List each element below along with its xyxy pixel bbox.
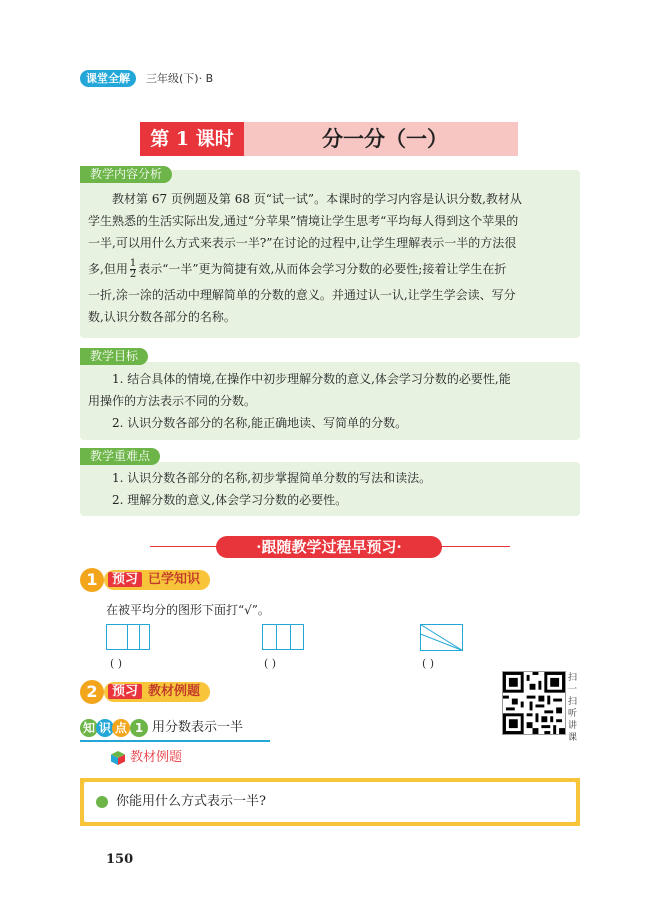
analysis-tag: 教学内容分析 — [80, 166, 172, 183]
section1-number: 1 — [80, 568, 104, 592]
kp-char-3: 点 — [112, 719, 130, 737]
analysis-line-4 — [88, 254, 576, 284]
section2-number: 2 — [80, 680, 104, 704]
brand-badge: 课堂全解 — [80, 70, 136, 87]
keypoints-text — [88, 467, 576, 511]
page-number: 150 — [106, 852, 134, 867]
lesson-number: 第 1 课时 — [140, 122, 244, 156]
bullet-dot-icon — [96, 796, 108, 808]
answer-blank-1[interactable]: ( ) — [110, 657, 123, 670]
analysis-text — [88, 188, 576, 328]
knowledge-point-underline — [80, 740, 270, 742]
fraction-numerator: 1 — [129, 258, 137, 269]
goals-text — [88, 368, 576, 434]
goals-tag: 教学目标 — [80, 348, 148, 365]
answer-blank-2[interactable]: ( ) — [264, 657, 277, 670]
analysis-line-5: 一折,涂一涂的活动中理解简单的分数的意义。并通过认一认,让学生学会读、写分 — [88, 288, 516, 302]
example-label: 教材例题 — [130, 750, 183, 765]
section1-instruction: 在被平均分的图形下面打“√”。 — [106, 603, 270, 617]
fraction-half — [130, 259, 136, 280]
analysis-line-1: 教材第 67 页例题及第 68 页“试一试”。本课时的学习内容是认识分数,教材从 — [112, 192, 522, 206]
question-text: 你能用什么方式表示一半? — [116, 794, 266, 809]
fraction-denominator: 2 — [129, 269, 137, 280]
grade-label: 三年级(下)· B — [146, 72, 214, 85]
figure-rect-thirds-even — [262, 624, 304, 650]
question-box — [80, 778, 580, 826]
analysis-line-3: 一半,可以用什么方式来表示一半?”在讨论的过程中,让学生理解表示一半的方法很 — [88, 236, 517, 250]
analysis-line-4-before: 多,但用 — [88, 262, 128, 276]
section2-prefix: 预习 — [108, 684, 142, 699]
question-inner — [84, 782, 576, 822]
cube-icon — [110, 750, 126, 766]
section1-title: 已学知识 — [148, 572, 201, 587]
keypoints-line-1: 1. 认识分数各部分的名称,初步掌握简单分数的写法和读法。 — [112, 471, 432, 485]
kp-char-2: 识 — [96, 719, 114, 737]
lesson-title: 分一分（一） — [322, 126, 448, 151]
goals-line-1: 1. 结合具体的情境,在操作中初步理解分数的意义,体会学习分数的必要性,能 — [112, 372, 511, 386]
analysis-line-6: 数,认识分数各部分的名称。 — [88, 310, 236, 324]
knowledge-point-title: 用分数表示一半 — [152, 720, 244, 735]
goals-line-2: 用操作的方法表示不同的分数。 — [88, 394, 257, 408]
section1-prefix: 预习 — [108, 572, 142, 587]
preview-banner: ·跟随教学过程早预习· — [216, 536, 442, 558]
answer-blank-3[interactable]: ( ) — [422, 657, 435, 670]
kp-char-1: 知 — [80, 719, 98, 737]
analysis-line-4-after: 表示“一半”更为简捷有效,从而体会学习分数的必要性;接着让学生在折 — [138, 262, 507, 276]
figure-rect-thirds-uneven — [106, 624, 150, 650]
section2-title: 教材例题 — [148, 684, 201, 699]
kp-number: 1 — [130, 719, 148, 737]
keypoints-line-2: 2. 理解分数的意义,体会学习分数的必要性。 — [112, 493, 348, 507]
figure-rect-diagonal — [420, 624, 464, 652]
qr-code-icon[interactable] — [502, 671, 566, 735]
goals-line-3: 2. 认识分数各部分的名称,能正确地读、写简单的分数。 — [112, 416, 408, 430]
section1-pill — [104, 570, 210, 590]
keypoints-tag: 教学重难点 — [80, 448, 160, 465]
analysis-line-2: 学生熟悉的生活实际出发,通过“分苹果”情境让学生思考“平均每人得到这个苹果的 — [88, 214, 519, 228]
qr-label: 扫一扫听讲课 — [568, 673, 578, 743]
section2-pill — [104, 682, 210, 702]
